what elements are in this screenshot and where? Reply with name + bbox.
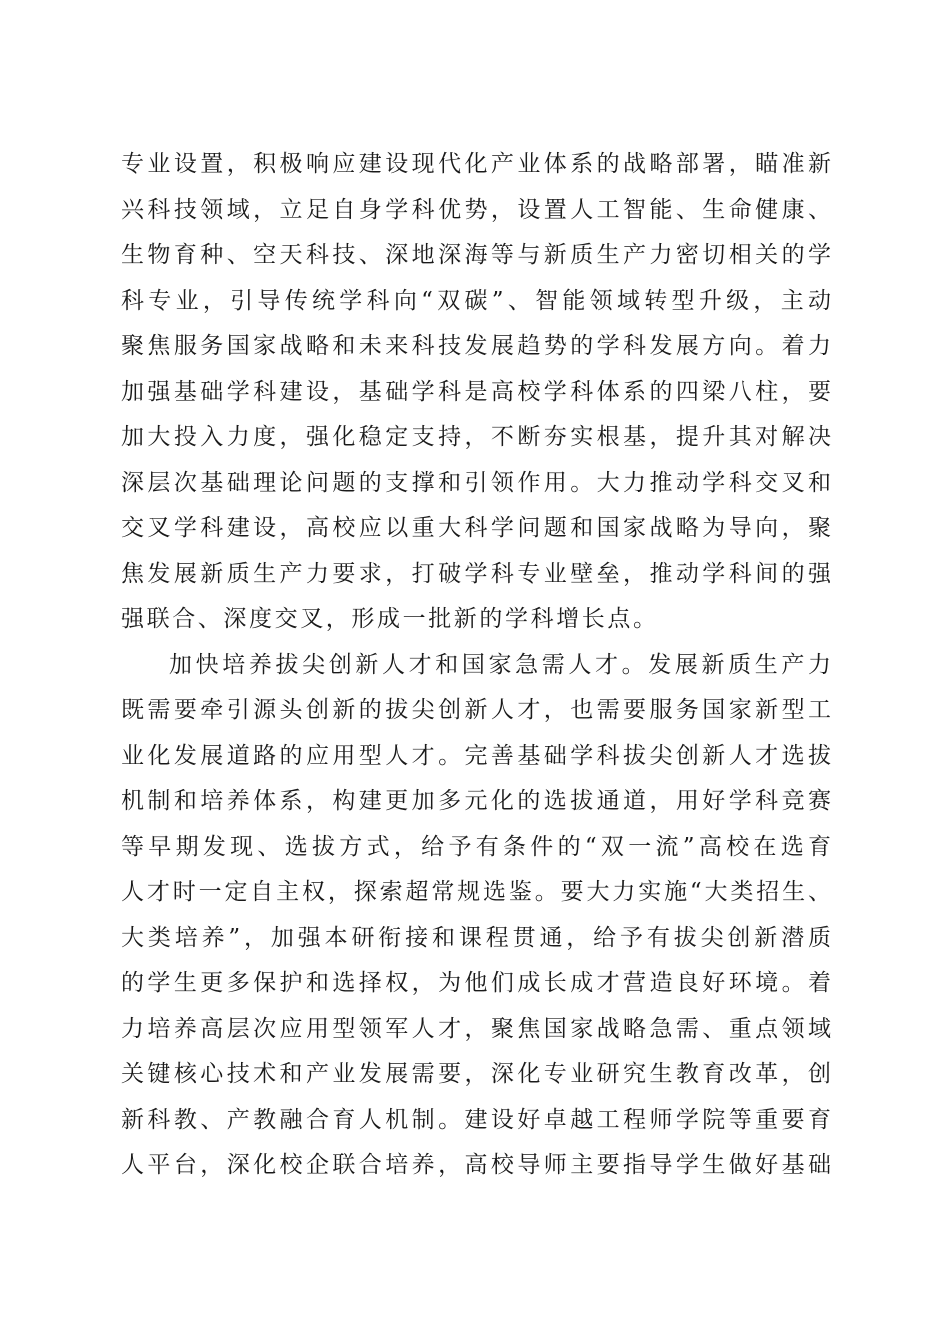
paragraph-end-line: 强联合、深度交叉，形成一批新的学科增长点。	[121, 606, 659, 632]
text-line: 业化发展道路的应用型人才。完善基础学科拔尖创新人才选拔	[121, 742, 831, 769]
text-line: 大类培养”，加强本研衔接和课程贯通，给予有拔尖创新潜质	[121, 924, 831, 951]
text-line: 人平台，深化校企联合培养，高校导师主要指导学生做好基础	[121, 1152, 831, 1178]
text-line: 等早期发现、选拔方式，给予有条件的“双一流”高校在选育	[121, 833, 831, 860]
text-line: 加大投入力度，强化稳定支持，不断夯实根基，提升其对解决	[121, 424, 831, 450]
text-line: 焦发展新质生产力要求，打破学科专业壁垒，推动学科间的强	[121, 560, 831, 587]
text-line: 交叉学科建设，高校应以重大科学问题和国家战略为导向，聚	[121, 515, 831, 541]
text-line: 人才时一定自主权，探索超常规选鉴。要大力实施“大类招生、	[121, 879, 831, 905]
text-line: 新科教、产教融合育人机制。建设好卓越工程师学院等重要育	[121, 1106, 831, 1133]
text-line: 力培养高层次应用型领军人才，聚焦国家战略急需、重点领域	[121, 1015, 831, 1042]
text-line: 兴科技领域，立足自身学科优势，设置人工智能、生命健康、	[121, 196, 831, 223]
text-line: 聚焦服务国家战略和未来科技发展趋势的学科发展方向。着力	[121, 333, 831, 359]
text-line: 专业设置，积极响应建设现代化产业体系的战略部署，瞄准新	[121, 151, 831, 177]
text-line: 关键核心技术和产业发展需要，深化专业研究生教育改革，创	[121, 1061, 831, 1087]
document-body	[121, 142, 831, 1189]
text-line: 机制和培养体系，构建更加多元化的选拔通道，用好学科竞赛	[121, 788, 831, 814]
text-line: 深层次基础理论问题的支撑和引领作用。大力推动学科交叉和	[121, 469, 831, 496]
text-line: 既需要牵引源头创新的拔尖创新人才，也需要服务国家新型工	[121, 697, 831, 723]
text-line: 的学生更多保护和选择权，为他们成长成才营造良好环境。着	[121, 970, 831, 996]
text-line: 科专业，引导传统学科向“双碳”、智能领域转型升级，主动	[121, 287, 831, 314]
text-line: 生物育种、空天科技、深地深海等与新质生产力密切相关的学	[121, 242, 831, 268]
text-line: 加强基础学科建设，基础学科是高校学科体系的四梁八柱，要	[121, 378, 831, 405]
paragraph-first-line: 加快培养拔尖创新人才和国家急需人才。发展新质生产力	[169, 651, 831, 678]
